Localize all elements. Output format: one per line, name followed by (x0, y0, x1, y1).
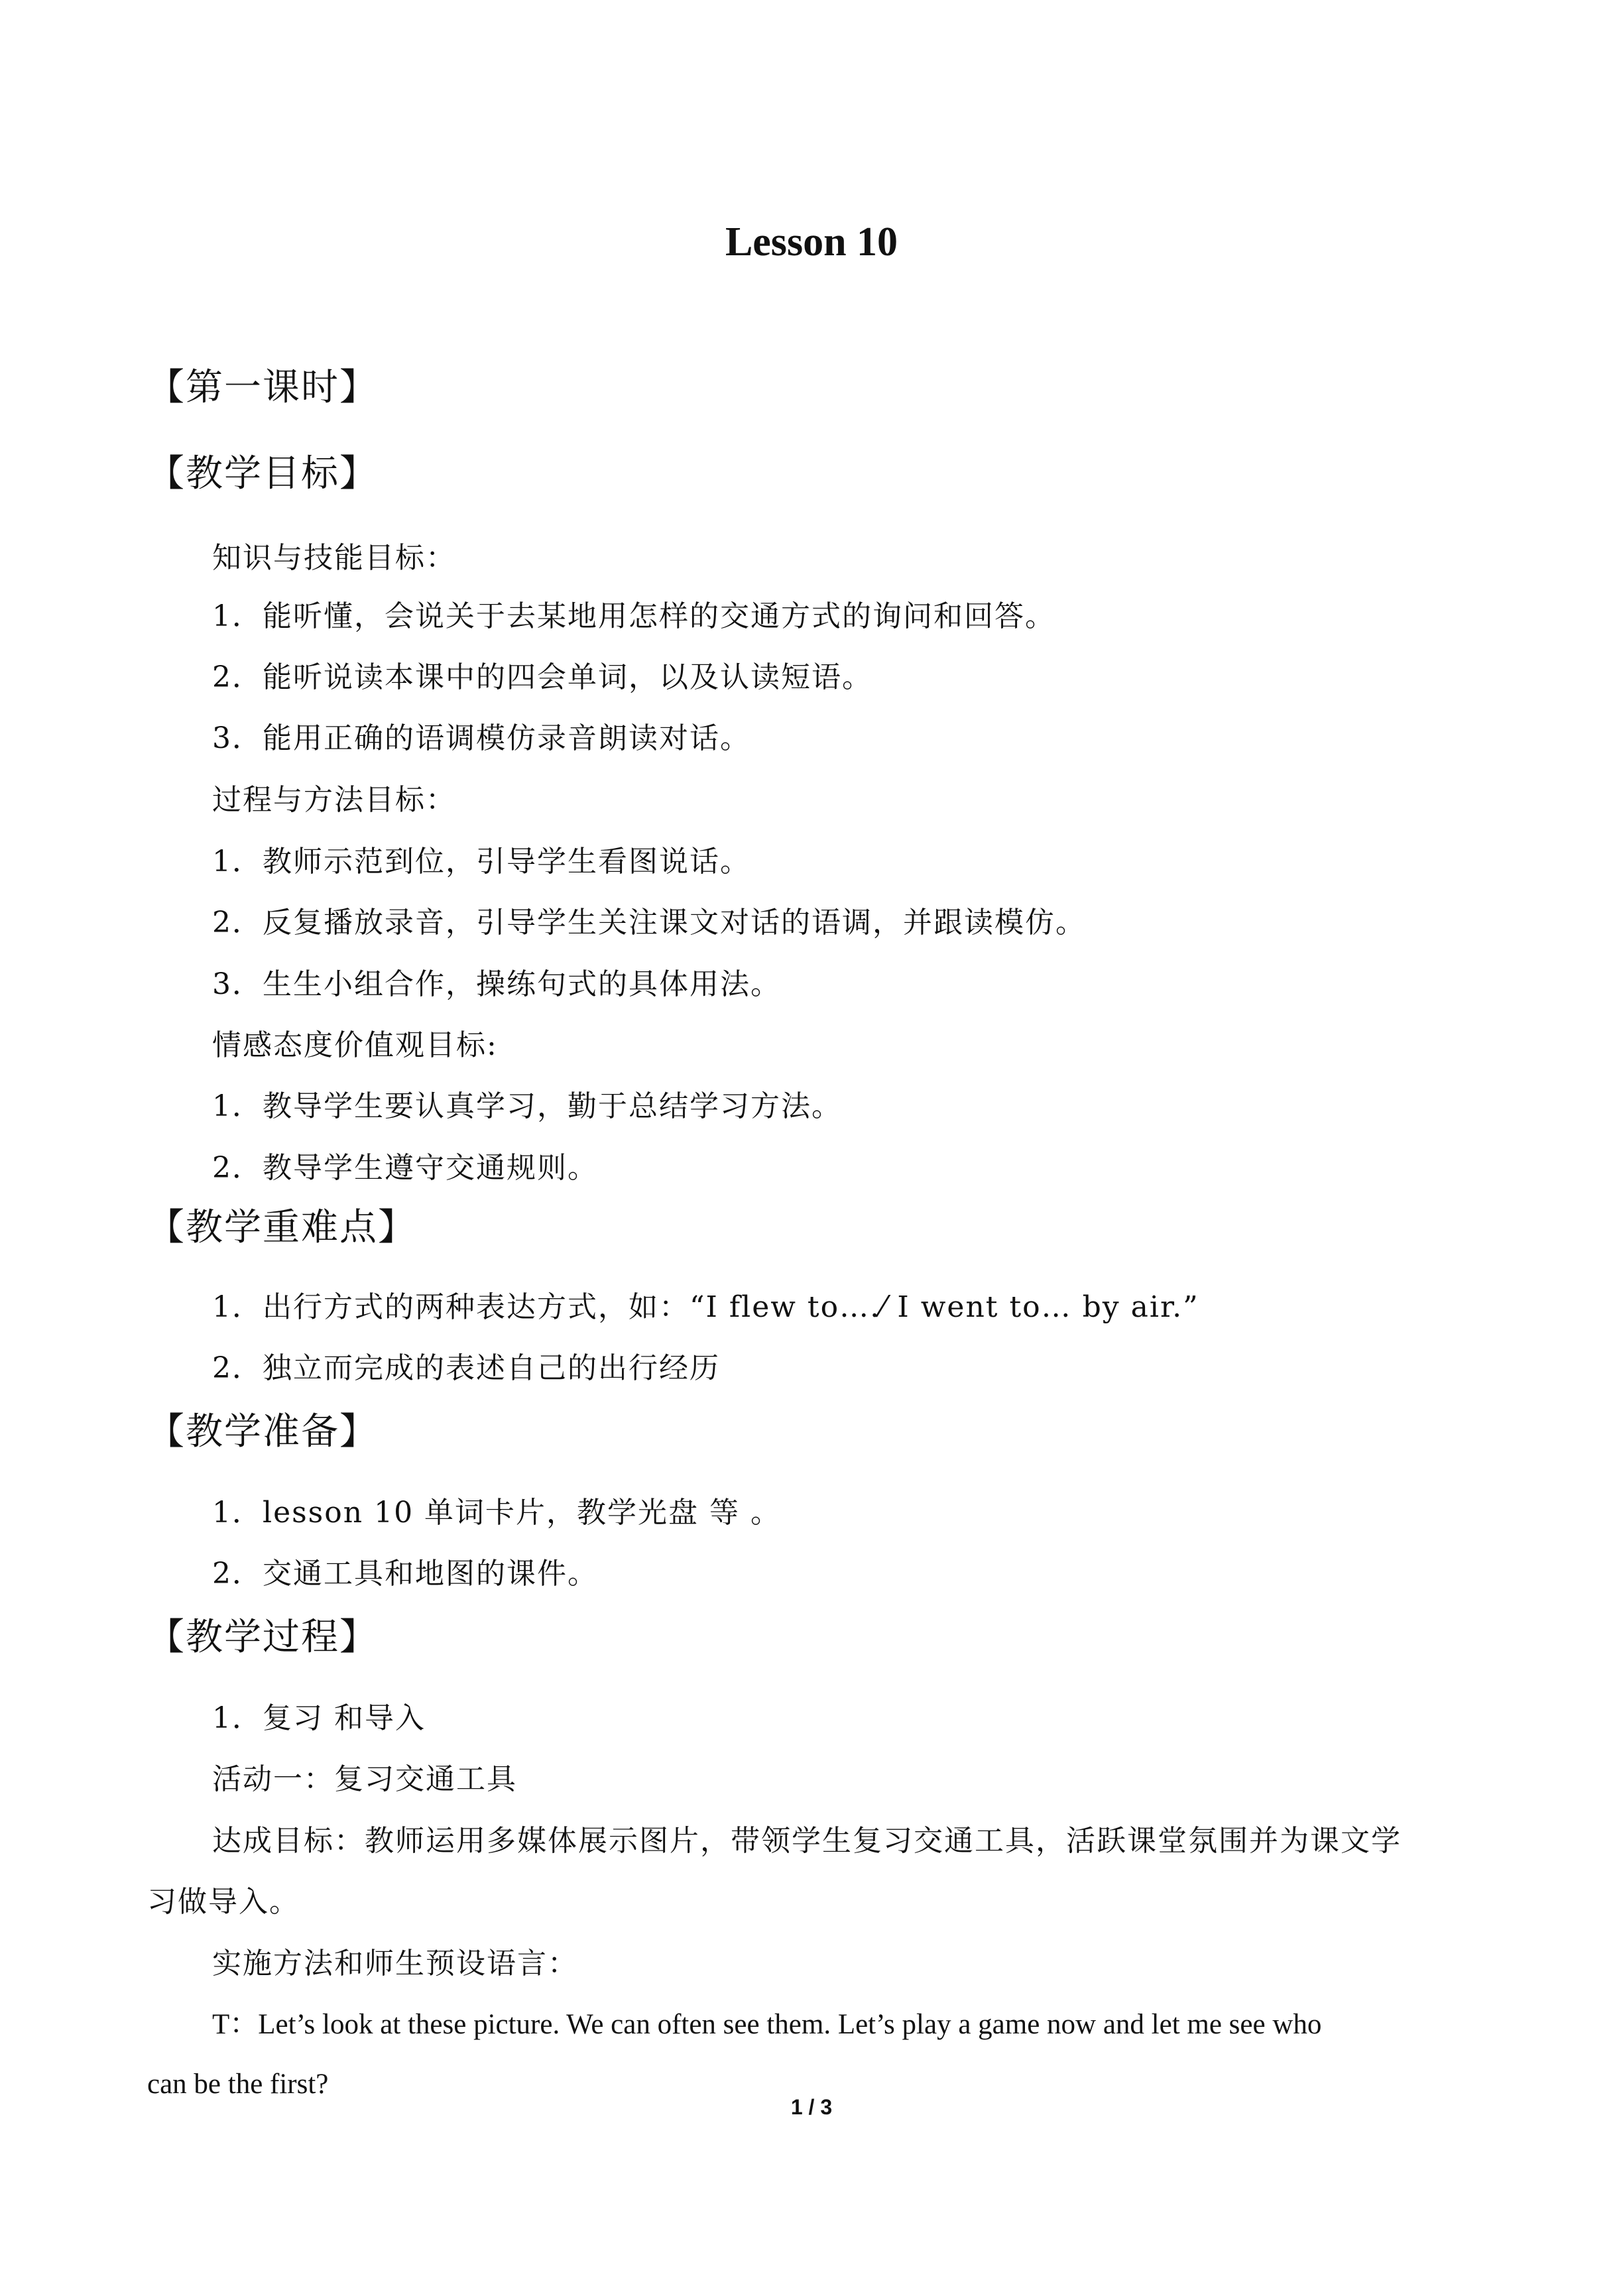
lesson-title: Lesson 10 (725, 219, 898, 265)
preparation-item-2: 2．交通工具和地图的课件。 (212, 1557, 598, 1591)
section-key-points: 【教学重难点】 (147, 1206, 416, 1249)
goal-line-2: 习做导入。 (147, 1885, 300, 1919)
key-point-1: 1．出行方式的两种表达方式，如：“I flew to….⁄ I went to… by air.” (212, 1290, 1199, 1324)
activity-1: 活动一：复习交通工具 (212, 1762, 517, 1796)
section-preparation: 【教学准备】 (147, 1410, 378, 1453)
page-number: 1 / 3 (790, 2095, 833, 2119)
section-objectives: 【教学目标】 (147, 452, 378, 495)
emotion-heading: 情感态度价值观目标: (212, 1028, 498, 1062)
process-item-1: 1．教师示范到位，引导学生看图说话。 (212, 845, 751, 878)
section-period: 【第一课时】 (147, 366, 378, 409)
knowledge-item-3: 3．能用正确的语调模仿录音朗读对话。 (212, 721, 751, 755)
process-step-1: 1．复习 和导入 (212, 1701, 426, 1735)
process-item-2: 2．反复播放录音，引导学生关注课文对话的语调，并跟读模仿。 (212, 906, 1086, 939)
process-heading: 过程与方法目标： (212, 783, 456, 817)
knowledge-item-2: 2．能听说读本课中的四会单词，以及认读短语。 (212, 660, 872, 694)
method-line: 实施方法和师生预设语言： (212, 1947, 578, 1980)
emotion-item-1: 1．教导学生要认真学习，勤于总结学习方法。 (212, 1089, 842, 1123)
section-process: 【教学过程】 (147, 1616, 378, 1659)
dialog-line-1: T：Let’s look at these picture. We can often see them. Let’s play a game now and let me see who (212, 2009, 1322, 2040)
emotion-item-2: 2．教导学生遵守交通规则。 (212, 1151, 598, 1185)
dialog-line-2: can be the first? (147, 2069, 329, 2100)
key-point-2: 2．独立而完成的表述自己的出行经历 (212, 1351, 720, 1385)
process-item-3: 3．生生小组合作，操练句式的具体用法。 (212, 967, 781, 1001)
knowledge-heading: 知识与技能目标： (212, 541, 456, 575)
goal-line-1: 达成目标：教师运用多媒体展示图片，带领学生复习交通工具，活跃课堂氛围并为课文学 (212, 1824, 1402, 1858)
preparation-item-1: 1．lesson 10 单词卡片，教学光盘 等 。 (212, 1496, 782, 1530)
knowledge-item-1: 1．能听懂，会说关于去某地用怎样的交通方式的询问和回答。 (212, 599, 1055, 633)
